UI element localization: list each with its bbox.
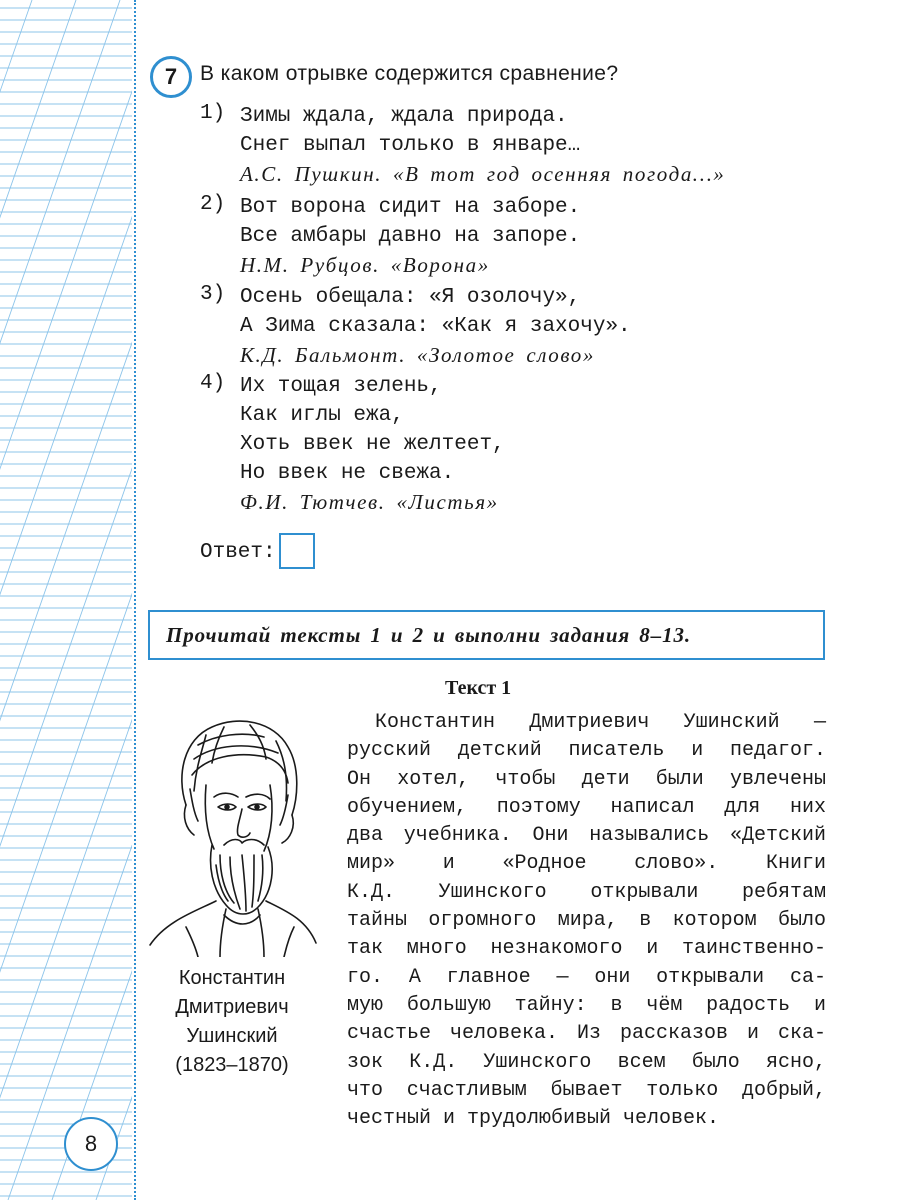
portrait-caption [146,964,318,1080]
body-line: что счастливым бывает только добрый, [347,1078,826,1102]
body-line: честный и трудолюбивый человек. [347,1107,720,1131]
ruled-margin [0,0,132,1200]
task-number-badge: 7 [150,56,192,98]
poem-line: Снег выпал только в январе… [240,134,581,157]
ruling-slant [0,0,132,1200]
caption-line: Дмитриевич [175,996,289,1018]
poem-line: Все амбары давно на запоре. [240,225,581,248]
caption-line: Ушинский [186,1025,278,1047]
body-line: счастье человека. Из рассказов и ска- [347,1022,826,1046]
body-line: К.Д. Ушинского открывали ребятам [347,880,826,904]
poem-line: Осень обещала: «Я озолочу», [240,286,581,309]
poem-author: Н.М. Рубцов. «Ворона» [240,253,490,277]
ruling-slant [0,0,132,1200]
poem-line: Как иглы ежа, [240,404,404,427]
page-number: 8 [64,1117,118,1171]
ruling-slant [0,0,120,1200]
text-body [347,709,826,1133]
body-line: Он хотел, чтобы дети были увлечены [347,767,826,791]
caption-line: Константин [178,967,286,989]
ruling-slant [52,0,132,1200]
poem-line: Хоть ввек не желтеет, [240,433,505,456]
portrait-illustration [146,705,318,957]
option-number: 3) [200,283,226,306]
body-line: тайны огромного мира, в котором было [347,909,826,933]
margin-dotted-line [134,0,136,1200]
instruction-frame: Прочитай тексты 1 и 2 и выполни задания 8–13. [148,610,825,660]
ruling-slant [0,0,76,1200]
poem-author: К.Д. Бальмонт. «Золотое слово» [240,343,595,367]
body-line: зок К.Д. Ушинского всем было ясно, [347,1050,826,1074]
ruling-slant [0,0,132,1200]
option-number: 4) [200,372,226,395]
body-line: го. А главное — они открывали са- [347,965,826,989]
poem-line: А Зима сказала: «Как я захочу». [240,315,631,338]
text-title: Текст 1 [445,677,512,699]
body-line: мую большую тайну: в чём радость и [347,993,826,1017]
task-question: В каком отрывке содержится сравнение? [200,62,619,85]
poem-line: Вот ворона сидит на заборе. [240,196,581,219]
poem-line: Зимы ждала, ждала природа. [240,105,568,128]
poem-line: Но ввек не свежа. [240,462,455,485]
poem-line: Их тощая зелень, [240,375,442,398]
ruling-slant [0,0,132,1200]
ruling-slant [0,0,132,1200]
caption-line: (1823–1870) [175,1054,289,1076]
poem-author: Ф.И. Тютчев. «Листья» [240,490,499,514]
answer-box[interactable] [279,533,315,569]
body-line: Константин Дмитриевич Ушинский — [375,711,826,734]
body-line: русский детский писатель и педагог. [347,739,826,763]
answer-label: Ответ: [200,541,276,564]
body-line: так много незнакомого и таинственно- [347,937,826,961]
margin-ruling [0,0,132,1200]
ruling-slant [0,0,132,1200]
option-number: 2) [200,193,226,216]
poem-author: А.С. Пушкин. «В тот год осенняя погода…» [240,162,726,186]
body-line: мир» и «Родное слово». Книги [347,852,826,876]
body-line: обучением, поэтому написал для них [347,795,826,819]
option-number: 1) [200,102,226,125]
body-line: два учебника. Они назывались «Детский [347,824,826,848]
